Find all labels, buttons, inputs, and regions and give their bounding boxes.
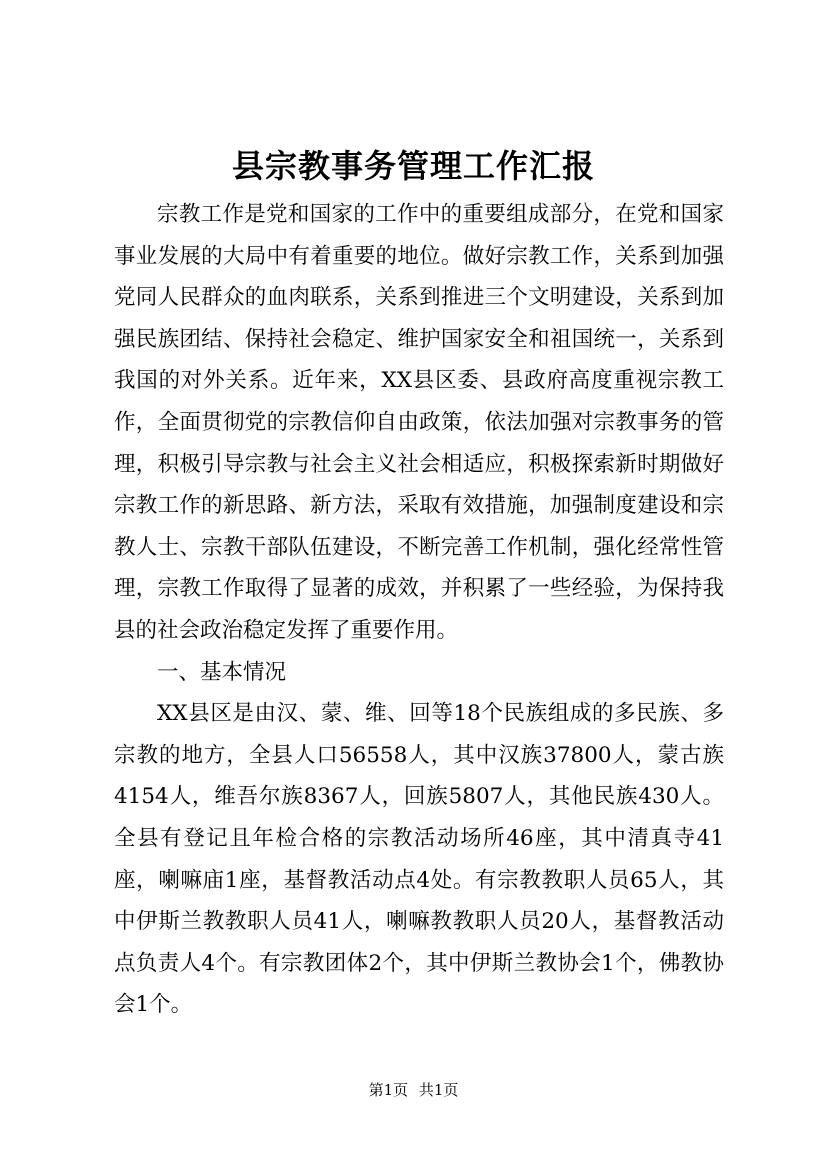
page-number-total: 共1页 — [418, 1081, 459, 1099]
paragraph-intro: 宗教工作是党和国家的工作中的重要组成部分，在党和国家事业发展的大局中有着重要的地位。做好宗教工作，关系到加强党同人民群众的血肉联系，关系到推进三个文明建设，关系到加强民族团结、保持社会稳定、维护国家安全和祖国统一，关系到我国的对外关系。近年来，XX县区委、县政府高度重视宗教工作，全面贯彻党的宗教信仰自由政策，依法加强对宗教事务的管理，积极引导宗教与社会主义社会相适应，积极探索新时期做好宗教工作的新思路、新方法，采取有效措施，加强制度建设和宗教人士、宗教干部队伍建设，不断完善工作机制，强化经常性管理，宗教工作取得了显著的成效，并积累了一些经验，为保持我县的社会政治稳定发挥了重要作用。 — [114, 202, 724, 643]
paragraph-basic-situation: XX县区是由汉、蒙、维、回等18个民族组成的多民族、多宗教的地方，全县人口56558人，其中汉族37800人，蒙古族4154人，维吾尔族8367人，回族5807人，其他民族430人。全县有登记且年检合格的宗教活动场所46座，其中清真寺41座，喇嘛庙1座，基督教活动点4处。有宗教教职人员65人，其中伊斯兰教教职人员41人，喇嘛教教职人员20人，基督教活动点负责人4个。有宗教团体2个，其中伊斯兰教协会1个，佛教协会1个。 — [114, 701, 724, 1018]
page-number-current: 第1页 — [368, 1081, 409, 1099]
document-title: 县宗教事务管理工作汇报 — [231, 147, 595, 185]
page-footer — [0, 1080, 827, 1100]
document-body — [114, 194, 724, 1026]
section-heading-basic-situation: 一、基本情况 — [157, 659, 287, 685]
